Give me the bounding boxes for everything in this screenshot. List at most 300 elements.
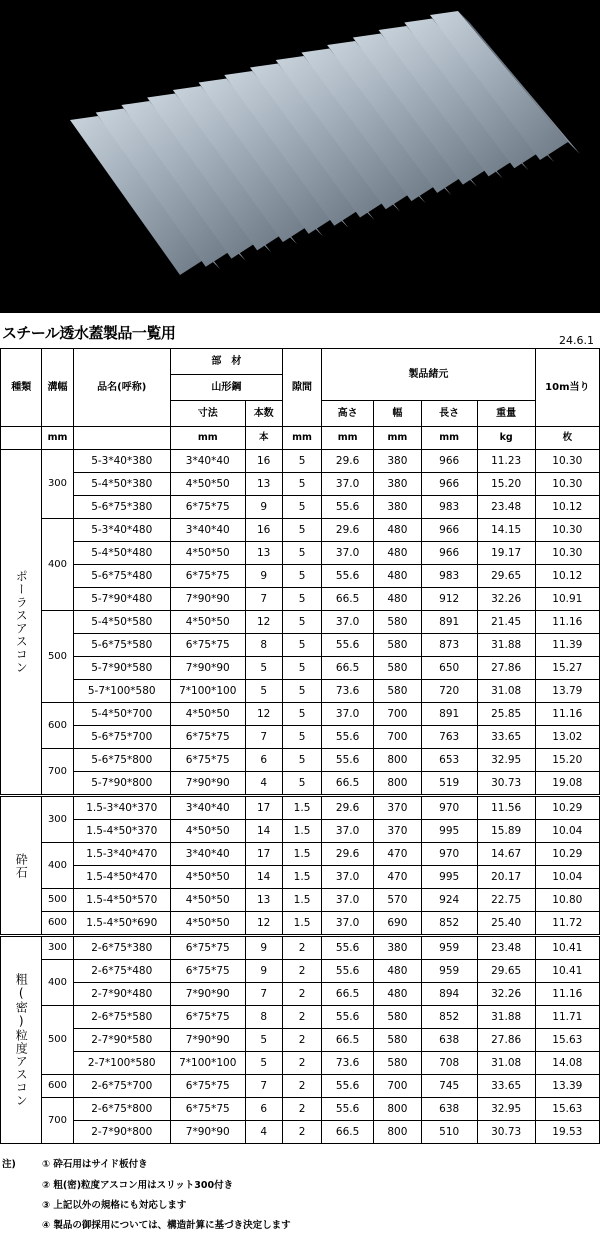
height-cell: 55.6 bbox=[322, 1098, 374, 1121]
product-name: 2-7*100*580 bbox=[73, 1052, 170, 1075]
w-cell: 370 bbox=[374, 796, 422, 820]
weight-cell: 14.15 bbox=[477, 519, 535, 542]
gap-cell: 1.5 bbox=[282, 796, 321, 820]
w-cell: 570 bbox=[374, 889, 422, 912]
gap-cell: 2 bbox=[282, 1052, 321, 1075]
table-row bbox=[1, 1098, 600, 1121]
width-cell: 400 bbox=[42, 843, 73, 889]
length-cell: 995 bbox=[421, 820, 477, 843]
height-cell: 37.0 bbox=[322, 703, 374, 726]
table-row bbox=[1, 960, 600, 983]
weight-cell: 32.95 bbox=[477, 1098, 535, 1121]
header-gap: 隙間 bbox=[282, 349, 321, 427]
size-cell: 7*90*90 bbox=[170, 983, 245, 1006]
product-name: 5-6*75*700 bbox=[73, 726, 170, 749]
size-cell: 4*50*50 bbox=[170, 703, 245, 726]
steel-grating-image bbox=[0, 0, 600, 313]
per10m-cell: 15.27 bbox=[535, 657, 599, 680]
note-item: ③ 上記以外の規格にも対応します bbox=[42, 1200, 187, 1211]
size-cell: 7*100*100 bbox=[170, 680, 245, 703]
gap-cell: 5 bbox=[282, 519, 321, 542]
unit-cell: mm bbox=[421, 427, 477, 450]
gap-cell: 5 bbox=[282, 588, 321, 611]
product-name: 5-7*90*800 bbox=[73, 772, 170, 796]
height-cell: 66.5 bbox=[322, 983, 374, 1006]
size-cell: 6*75*75 bbox=[170, 960, 245, 983]
table-row bbox=[1, 634, 600, 657]
size-cell: 7*100*100 bbox=[170, 1052, 245, 1075]
count-cell: 12 bbox=[245, 703, 282, 726]
per10m-cell: 10.30 bbox=[535, 519, 599, 542]
table-row bbox=[1, 565, 600, 588]
w-cell: 470 bbox=[374, 866, 422, 889]
width-cell: 300 bbox=[42, 796, 73, 843]
w-cell: 700 bbox=[374, 726, 422, 749]
spec-table bbox=[0, 348, 600, 1144]
w-cell: 580 bbox=[374, 657, 422, 680]
table-row bbox=[1, 889, 600, 912]
product-name: 1.5-4*50*470 bbox=[73, 866, 170, 889]
unit-cell: mm bbox=[42, 427, 73, 450]
size-cell: 6*75*75 bbox=[170, 1098, 245, 1121]
weight-cell: 11.23 bbox=[477, 450, 535, 473]
per10m-cell: 11.72 bbox=[535, 912, 599, 936]
per10m-cell: 15.20 bbox=[535, 749, 599, 772]
table-row bbox=[1, 680, 600, 703]
height-cell: 29.6 bbox=[322, 796, 374, 820]
per10m-cell: 10.12 bbox=[535, 565, 599, 588]
table-row bbox=[1, 1052, 600, 1075]
length-cell: 638 bbox=[421, 1029, 477, 1052]
notes-label: 注) bbox=[2, 1159, 16, 1170]
count-cell: 12 bbox=[245, 912, 282, 936]
product-name: 5-6*75*580 bbox=[73, 634, 170, 657]
gap-cell: 1.5 bbox=[282, 843, 321, 866]
note-item: ① 砕石用はサイド板付き bbox=[42, 1159, 148, 1170]
per10m-cell: 10.04 bbox=[535, 866, 599, 889]
height-cell: 37.0 bbox=[322, 611, 374, 634]
size-cell: 4*50*50 bbox=[170, 611, 245, 634]
table-row bbox=[1, 496, 600, 519]
length-cell: 959 bbox=[421, 936, 477, 960]
size-cell: 7*90*90 bbox=[170, 588, 245, 611]
gap-cell: 1.5 bbox=[282, 820, 321, 843]
weight-cell: 21.45 bbox=[477, 611, 535, 634]
count-cell: 9 bbox=[245, 496, 282, 519]
count-cell: 7 bbox=[245, 983, 282, 1006]
height-cell: 37.0 bbox=[322, 866, 374, 889]
size-cell: 4*50*50 bbox=[170, 866, 245, 889]
weight-cell: 32.26 bbox=[477, 983, 535, 1006]
table-row bbox=[1, 772, 600, 796]
length-cell: 852 bbox=[421, 1006, 477, 1029]
gap-cell: 5 bbox=[282, 496, 321, 519]
count-cell: 6 bbox=[245, 1098, 282, 1121]
size-cell: 7*90*90 bbox=[170, 657, 245, 680]
per10m-cell: 11.16 bbox=[535, 611, 599, 634]
height-cell: 55.6 bbox=[322, 749, 374, 772]
height-cell: 66.5 bbox=[322, 657, 374, 680]
weight-cell: 15.20 bbox=[477, 473, 535, 496]
table-row bbox=[1, 473, 600, 496]
product-name: 5-4*50*380 bbox=[73, 473, 170, 496]
size-cell: 6*75*75 bbox=[170, 726, 245, 749]
width-cell: 700 bbox=[42, 1098, 73, 1144]
length-cell: 966 bbox=[421, 450, 477, 473]
product-name: 5-4*50*480 bbox=[73, 542, 170, 565]
unit-cell: mm bbox=[282, 427, 321, 450]
product-name: 5-4*50*580 bbox=[73, 611, 170, 634]
width-cell: 500 bbox=[42, 889, 73, 912]
count-cell: 8 bbox=[245, 1006, 282, 1029]
size-cell: 6*75*75 bbox=[170, 1006, 245, 1029]
gap-cell: 2 bbox=[282, 1121, 321, 1144]
w-cell: 690 bbox=[374, 912, 422, 936]
header-count: 本数 bbox=[245, 401, 282, 427]
height-cell: 55.6 bbox=[322, 960, 374, 983]
size-cell: 6*75*75 bbox=[170, 565, 245, 588]
gap-cell: 5 bbox=[282, 611, 321, 634]
length-cell: 894 bbox=[421, 983, 477, 1006]
weight-cell: 27.86 bbox=[477, 657, 535, 680]
weight-cell: 33.65 bbox=[477, 726, 535, 749]
size-cell: 7*90*90 bbox=[170, 1029, 245, 1052]
w-cell: 800 bbox=[374, 1098, 422, 1121]
length-cell: 970 bbox=[421, 796, 477, 820]
table-row bbox=[1, 588, 600, 611]
per10m-cell: 13.79 bbox=[535, 680, 599, 703]
width-cell: 300 bbox=[42, 450, 73, 519]
length-cell: 638 bbox=[421, 1098, 477, 1121]
group-label: 砕石 bbox=[1, 796, 42, 936]
per10m-cell: 11.16 bbox=[535, 703, 599, 726]
size-cell: 3*40*40 bbox=[170, 796, 245, 820]
size-cell: 6*75*75 bbox=[170, 936, 245, 960]
per10m-cell: 19.53 bbox=[535, 1121, 599, 1144]
size-cell: 4*50*50 bbox=[170, 889, 245, 912]
size-cell: 6*75*75 bbox=[170, 634, 245, 657]
table-row bbox=[1, 542, 600, 565]
product-name: 5-6*75*480 bbox=[73, 565, 170, 588]
unit-cell: 枚 bbox=[535, 427, 599, 450]
weight-cell: 33.65 bbox=[477, 1075, 535, 1098]
per10m-cell: 11.71 bbox=[535, 1006, 599, 1029]
gap-cell: 2 bbox=[282, 1075, 321, 1098]
note-item: ④ 製品の御採用については、構造計算に基づき決定します bbox=[42, 1220, 291, 1231]
count-cell: 5 bbox=[245, 680, 282, 703]
length-cell: 720 bbox=[421, 680, 477, 703]
gap-cell: 5 bbox=[282, 450, 321, 473]
gap-cell: 2 bbox=[282, 1029, 321, 1052]
weight-cell: 15.89 bbox=[477, 820, 535, 843]
gap-cell: 2 bbox=[282, 1006, 321, 1029]
note-item: ② 粗(密)粒度アスコン用はスリット300付き bbox=[42, 1180, 234, 1191]
count-cell: 9 bbox=[245, 960, 282, 983]
product-name: 5-6*75*380 bbox=[73, 496, 170, 519]
per10m-cell: 10.91 bbox=[535, 588, 599, 611]
count-cell: 7 bbox=[245, 1075, 282, 1098]
per10m-cell: 10.41 bbox=[535, 936, 599, 960]
product-name: 2-6*75*480 bbox=[73, 960, 170, 983]
count-cell: 4 bbox=[245, 772, 282, 796]
count-cell: 5 bbox=[245, 657, 282, 680]
table-row bbox=[1, 912, 600, 936]
length-cell: 891 bbox=[421, 611, 477, 634]
table-row bbox=[1, 983, 600, 1006]
length-cell: 966 bbox=[421, 473, 477, 496]
length-cell: 763 bbox=[421, 726, 477, 749]
table-row bbox=[1, 936, 600, 960]
gap-cell: 5 bbox=[282, 703, 321, 726]
product-name: 5-3*40*480 bbox=[73, 519, 170, 542]
unit-cell: 本 bbox=[245, 427, 282, 450]
gap-cell: 2 bbox=[282, 936, 321, 960]
w-cell: 580 bbox=[374, 1052, 422, 1075]
length-cell: 924 bbox=[421, 889, 477, 912]
width-cell: 300 bbox=[42, 936, 73, 960]
weight-cell: 22.75 bbox=[477, 889, 535, 912]
w-cell: 700 bbox=[374, 703, 422, 726]
gap-cell: 5 bbox=[282, 680, 321, 703]
weight-cell: 29.65 bbox=[477, 565, 535, 588]
per10m-cell: 11.39 bbox=[535, 634, 599, 657]
width-cell: 400 bbox=[42, 519, 73, 611]
count-cell: 13 bbox=[245, 889, 282, 912]
per10m-cell: 10.04 bbox=[535, 820, 599, 843]
count-cell: 6 bbox=[245, 749, 282, 772]
w-cell: 370 bbox=[374, 820, 422, 843]
weight-cell: 25.40 bbox=[477, 912, 535, 936]
length-cell: 966 bbox=[421, 519, 477, 542]
w-cell: 700 bbox=[374, 1075, 422, 1098]
product-name: 1.5-4*50*690 bbox=[73, 912, 170, 936]
gap-cell: 2 bbox=[282, 960, 321, 983]
width-cell: 600 bbox=[42, 912, 73, 936]
per10m-cell: 10.41 bbox=[535, 960, 599, 983]
count-cell: 4 bbox=[245, 1121, 282, 1144]
weight-cell: 31.08 bbox=[477, 1052, 535, 1075]
per10m-cell: 10.30 bbox=[535, 542, 599, 565]
units-row bbox=[1, 427, 600, 450]
length-cell: 852 bbox=[421, 912, 477, 936]
w-cell: 580 bbox=[374, 1006, 422, 1029]
weight-cell: 11.56 bbox=[477, 796, 535, 820]
per10m-cell: 10.29 bbox=[535, 843, 599, 866]
weight-cell: 23.48 bbox=[477, 496, 535, 519]
length-cell: 510 bbox=[421, 1121, 477, 1144]
gap-cell: 1.5 bbox=[282, 889, 321, 912]
weight-cell: 19.17 bbox=[477, 542, 535, 565]
count-cell: 13 bbox=[245, 542, 282, 565]
gap-cell: 1.5 bbox=[282, 866, 321, 889]
width-cell: 600 bbox=[42, 703, 73, 749]
weight-cell: 25.85 bbox=[477, 703, 535, 726]
header-width: 溝幅 bbox=[42, 349, 73, 427]
group-label: ポーラスアスコン bbox=[1, 450, 42, 796]
header-per10m: 10m当り bbox=[535, 349, 599, 427]
product-name: 2-6*75*700 bbox=[73, 1075, 170, 1098]
product-name: 2-7*90*480 bbox=[73, 983, 170, 1006]
height-cell: 66.5 bbox=[322, 772, 374, 796]
product-name: 5-6*75*800 bbox=[73, 749, 170, 772]
per10m-cell: 19.08 bbox=[535, 772, 599, 796]
count-cell: 12 bbox=[245, 611, 282, 634]
height-cell: 55.6 bbox=[322, 496, 374, 519]
gap-cell: 2 bbox=[282, 983, 321, 1006]
product-name: 1.5-4*50*370 bbox=[73, 820, 170, 843]
unit-cell: mm bbox=[374, 427, 422, 450]
product-name: 2-6*75*380 bbox=[73, 936, 170, 960]
table-row bbox=[1, 1006, 600, 1029]
per10m-cell: 15.63 bbox=[535, 1029, 599, 1052]
count-cell: 17 bbox=[245, 843, 282, 866]
count-cell: 5 bbox=[245, 1029, 282, 1052]
size-cell: 3*40*40 bbox=[170, 843, 245, 866]
gap-cell: 5 bbox=[282, 542, 321, 565]
height-cell: 55.6 bbox=[322, 1075, 374, 1098]
height-cell: 66.5 bbox=[322, 1029, 374, 1052]
w-cell: 580 bbox=[374, 611, 422, 634]
header-spec: 製品緒元 bbox=[322, 349, 535, 401]
spec-table-body bbox=[1, 450, 600, 1144]
w-cell: 480 bbox=[374, 565, 422, 588]
table-row bbox=[1, 703, 600, 726]
gap-cell: 5 bbox=[282, 772, 321, 796]
product-name: 1.5-4*50*570 bbox=[73, 889, 170, 912]
length-cell: 745 bbox=[421, 1075, 477, 1098]
per10m-cell: 10.80 bbox=[535, 889, 599, 912]
length-cell: 708 bbox=[421, 1052, 477, 1075]
weight-cell: 30.73 bbox=[477, 772, 535, 796]
height-cell: 55.6 bbox=[322, 936, 374, 960]
gap-cell: 2 bbox=[282, 1098, 321, 1121]
weight-cell: 30.73 bbox=[477, 1121, 535, 1144]
width-cell: 400 bbox=[42, 960, 73, 1006]
weight-cell: 32.26 bbox=[477, 588, 535, 611]
header-parts: 部 材 bbox=[170, 349, 282, 375]
length-cell: 650 bbox=[421, 657, 477, 680]
table-row bbox=[1, 726, 600, 749]
per10m-cell: 10.29 bbox=[535, 796, 599, 820]
w-cell: 800 bbox=[374, 772, 422, 796]
size-cell: 6*75*75 bbox=[170, 749, 245, 772]
weight-cell: 14.67 bbox=[477, 843, 535, 866]
count-cell: 9 bbox=[245, 565, 282, 588]
gap-cell: 5 bbox=[282, 473, 321, 496]
w-cell: 380 bbox=[374, 473, 422, 496]
per10m-cell: 10.30 bbox=[535, 473, 599, 496]
w-cell: 580 bbox=[374, 1029, 422, 1052]
table-row bbox=[1, 1121, 600, 1144]
w-cell: 480 bbox=[374, 542, 422, 565]
w-cell: 800 bbox=[374, 749, 422, 772]
per10m-cell: 13.02 bbox=[535, 726, 599, 749]
width-cell: 500 bbox=[42, 1006, 73, 1075]
product-name: 2-6*75*800 bbox=[73, 1098, 170, 1121]
size-cell: 6*75*75 bbox=[170, 496, 245, 519]
table-row bbox=[1, 796, 600, 820]
gap-cell: 5 bbox=[282, 749, 321, 772]
size-cell: 6*75*75 bbox=[170, 1075, 245, 1098]
table-row bbox=[1, 866, 600, 889]
height-cell: 37.0 bbox=[322, 912, 374, 936]
product-name: 2-6*75*580 bbox=[73, 1006, 170, 1029]
weight-cell: 29.65 bbox=[477, 960, 535, 983]
height-cell: 55.6 bbox=[322, 565, 374, 588]
unit-cell: kg bbox=[477, 427, 535, 450]
per10m-cell: 10.30 bbox=[535, 450, 599, 473]
product-name: 2-7*90*580 bbox=[73, 1029, 170, 1052]
table-row bbox=[1, 749, 600, 772]
per10m-cell: 11.16 bbox=[535, 983, 599, 1006]
group-label: 粗(密)粒度アスコン bbox=[1, 936, 42, 1144]
w-cell: 380 bbox=[374, 450, 422, 473]
weight-cell: 32.95 bbox=[477, 749, 535, 772]
w-cell: 580 bbox=[374, 680, 422, 703]
header-weight: 重量 bbox=[477, 401, 535, 427]
per10m-cell: 10.12 bbox=[535, 496, 599, 519]
w-cell: 480 bbox=[374, 519, 422, 542]
table-row bbox=[1, 1029, 600, 1052]
w-cell: 380 bbox=[374, 496, 422, 519]
height-cell: 55.6 bbox=[322, 634, 374, 657]
product-name: 5-7*90*580 bbox=[73, 657, 170, 680]
length-cell: 959 bbox=[421, 960, 477, 983]
width-cell: 700 bbox=[42, 749, 73, 796]
height-cell: 37.0 bbox=[322, 542, 374, 565]
weight-cell: 31.88 bbox=[477, 634, 535, 657]
revision-date: 24.6.1 bbox=[559, 334, 594, 347]
height-cell: 73.6 bbox=[322, 680, 374, 703]
header-name: 品名(呼称) bbox=[73, 349, 170, 427]
count-cell: 8 bbox=[245, 634, 282, 657]
product-name: 5-7*100*580 bbox=[73, 680, 170, 703]
table-row bbox=[1, 657, 600, 680]
weight-cell: 27.86 bbox=[477, 1029, 535, 1052]
weight-cell: 31.08 bbox=[477, 680, 535, 703]
weight-cell: 31.88 bbox=[477, 1006, 535, 1029]
height-cell: 66.5 bbox=[322, 1121, 374, 1144]
size-cell: 4*50*50 bbox=[170, 473, 245, 496]
length-cell: 873 bbox=[421, 634, 477, 657]
product-name: 5-4*50*700 bbox=[73, 703, 170, 726]
count-cell: 14 bbox=[245, 820, 282, 843]
gap-cell: 5 bbox=[282, 634, 321, 657]
product-name: 1.5-3*40*370 bbox=[73, 796, 170, 820]
size-cell: 4*50*50 bbox=[170, 820, 245, 843]
length-cell: 970 bbox=[421, 843, 477, 866]
length-cell: 995 bbox=[421, 866, 477, 889]
w-cell: 800 bbox=[374, 1121, 422, 1144]
w-cell: 480 bbox=[374, 983, 422, 1006]
height-cell: 37.0 bbox=[322, 820, 374, 843]
size-cell: 3*40*40 bbox=[170, 450, 245, 473]
size-cell: 7*90*90 bbox=[170, 1121, 245, 1144]
product-name: 5-7*90*480 bbox=[73, 588, 170, 611]
length-cell: 891 bbox=[421, 703, 477, 726]
width-cell: 500 bbox=[42, 611, 73, 703]
count-cell: 13 bbox=[245, 473, 282, 496]
gap-cell: 1.5 bbox=[282, 912, 321, 936]
count-cell: 14 bbox=[245, 866, 282, 889]
length-cell: 983 bbox=[421, 496, 477, 519]
table-row bbox=[1, 611, 600, 634]
length-cell: 653 bbox=[421, 749, 477, 772]
height-cell: 66.5 bbox=[322, 588, 374, 611]
product-name: 1.5-3*40*470 bbox=[73, 843, 170, 866]
w-cell: 480 bbox=[374, 960, 422, 983]
length-cell: 519 bbox=[421, 772, 477, 796]
